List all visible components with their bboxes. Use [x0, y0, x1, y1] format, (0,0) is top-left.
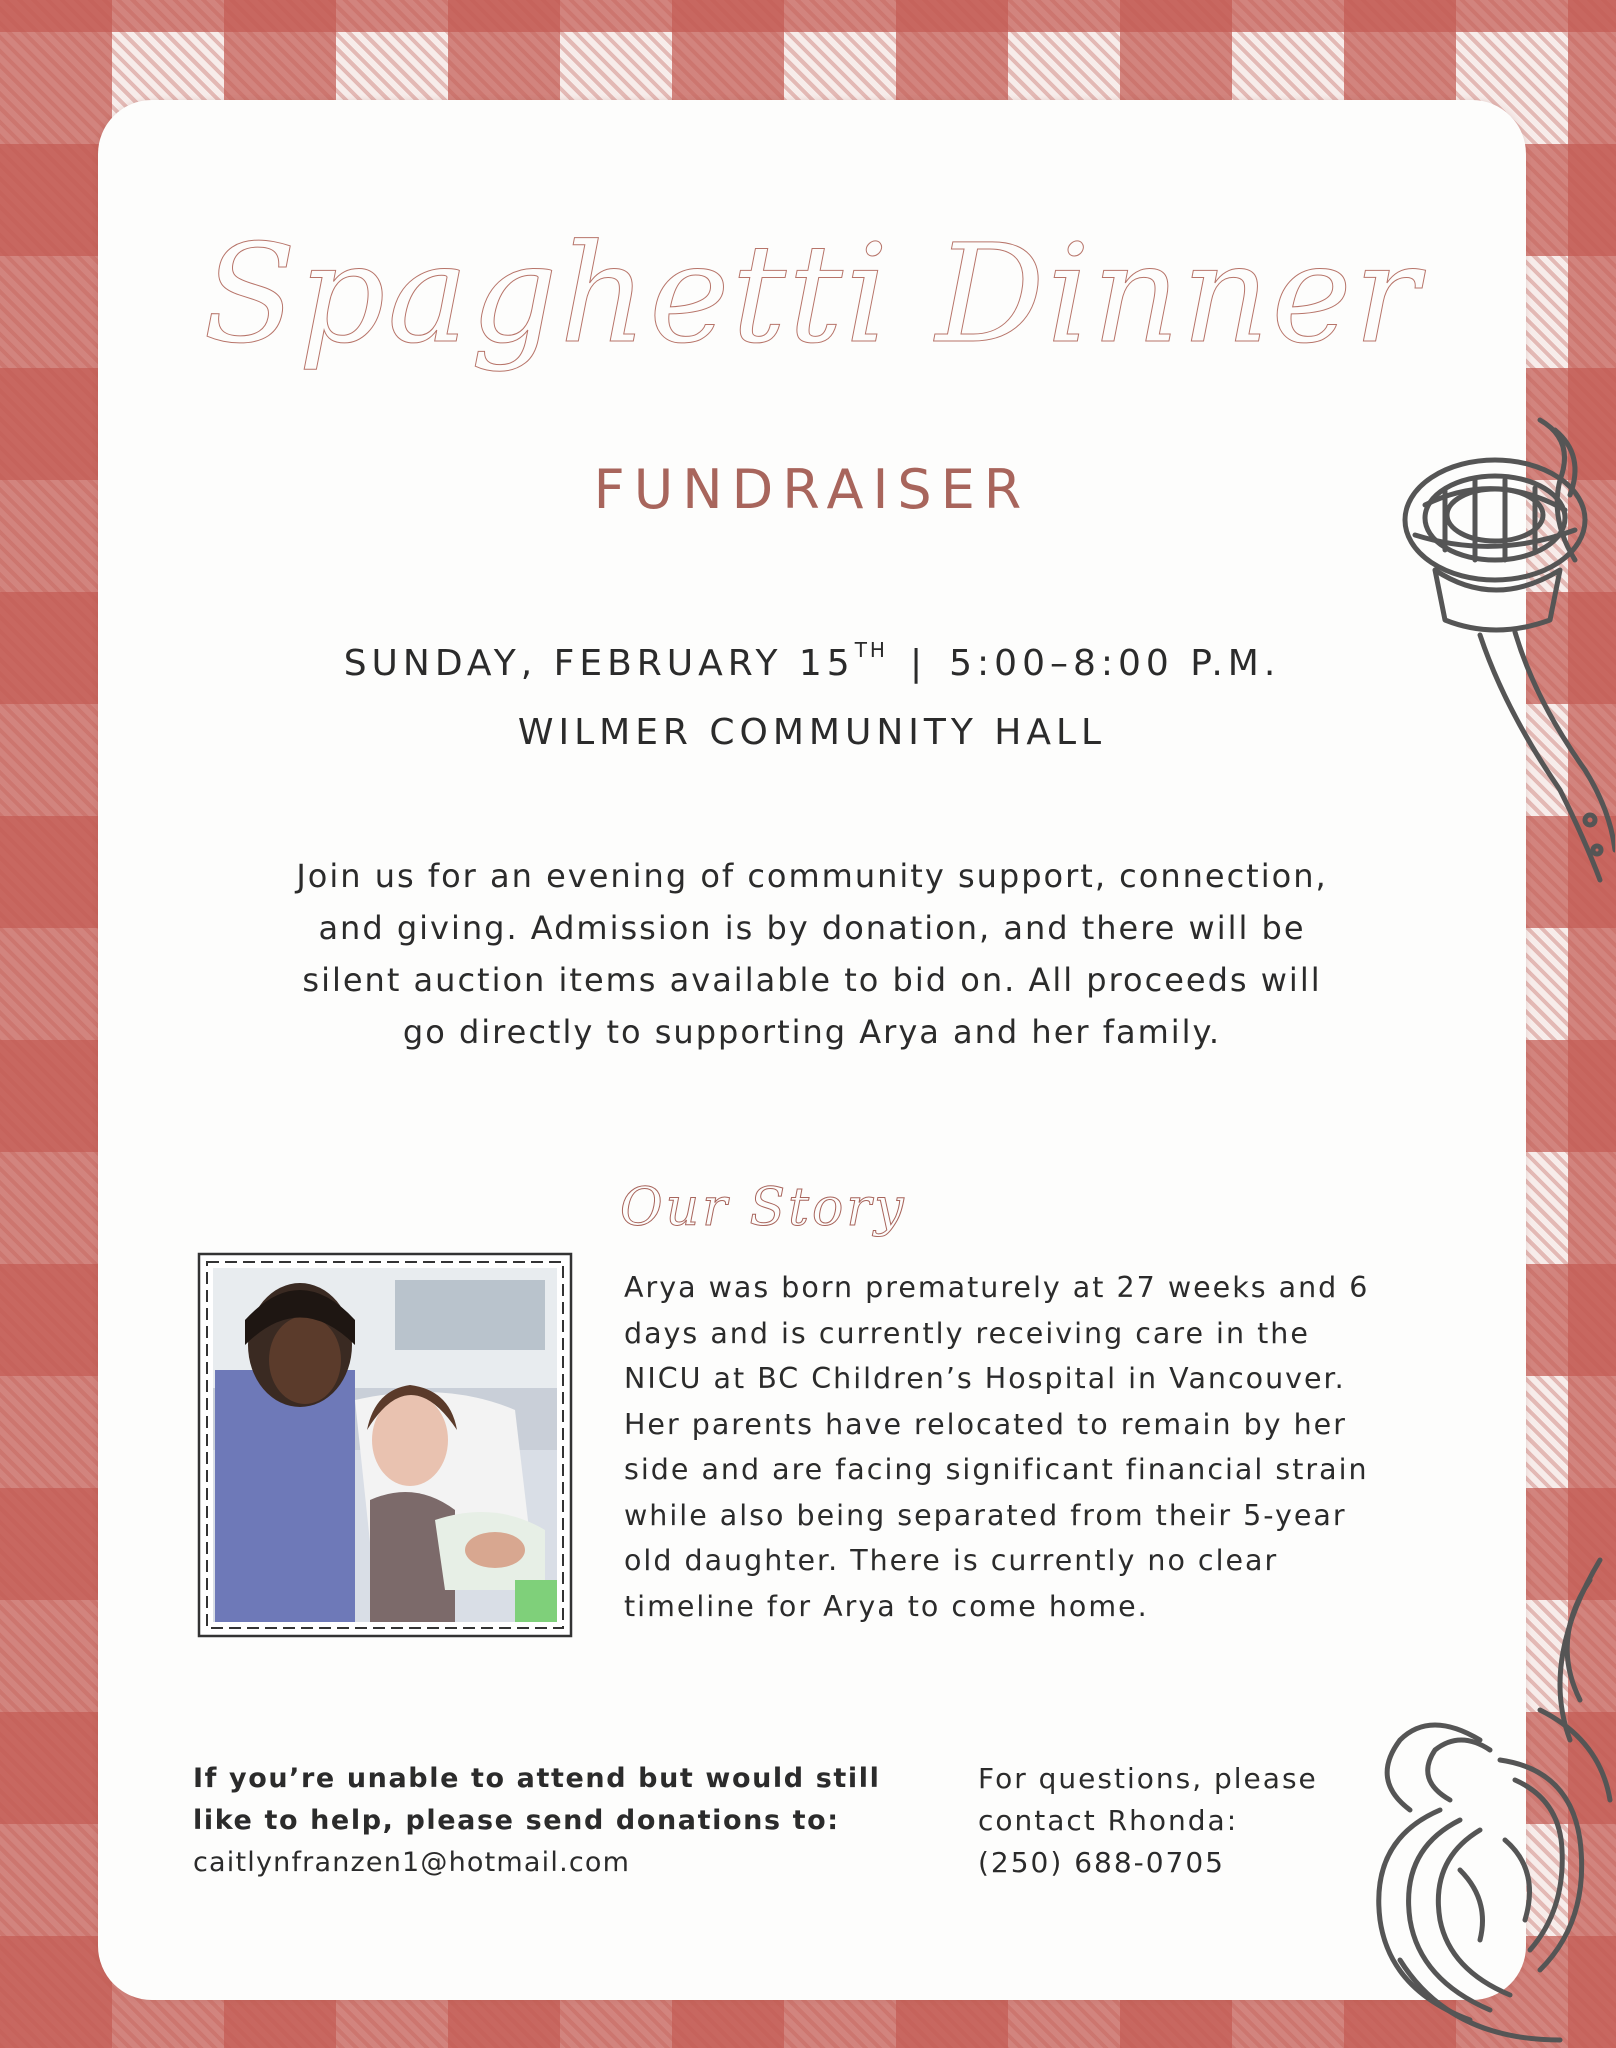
contact-line: contact Rhonda:: [978, 1804, 1239, 1837]
family-photo: [195, 1250, 575, 1640]
intro-line: and giving. Admission is by donation, and there will be: [318, 909, 1306, 947]
donation-line: If you’re unable to attend but would still: [193, 1763, 881, 1794]
story-line: old daughter. There is currently no clear: [624, 1544, 1279, 1577]
contact-info: [978, 1758, 1318, 1884]
intro-line: silent auction items available to bid on. All proceeds will: [302, 961, 1322, 999]
date-ordinal: TH: [854, 638, 888, 662]
fork-with-spaghetti-icon: [1385, 410, 1615, 890]
intro-line: Join us for an evening of community support, connection,: [296, 857, 1328, 895]
story-line: Arya was born prematurely at 27 weeks and 6: [624, 1271, 1370, 1304]
event-venue: WILMER COMMUNITY HALL: [517, 712, 1107, 753]
donation-line: like to help, please send donations to:: [193, 1805, 840, 1836]
intro-paragraph: [98, 850, 1526, 1058]
separator: |: [909, 643, 928, 684]
contact-line: For questions, please: [978, 1762, 1318, 1795]
story-line: timeline for Arya to come home.: [624, 1589, 1149, 1623]
story-line: side and are facing significant financial strain: [624, 1453, 1369, 1486]
event-date: SUNDAY, FEBRUARY 15: [343, 643, 855, 684]
intro-line: go directly to supporting Arya and her family.: [402, 1013, 1222, 1051]
event-datetime: [98, 625, 1526, 689]
story-line: days and is currently receiving care in the: [624, 1316, 1310, 1350]
page-title: Spaghetti Dinner: [203, 216, 1421, 374]
donation-email[interactable]: caitlynfranzen1@hotmail.com: [193, 1847, 631, 1878]
story-paragraph: [624, 1265, 1464, 1629]
contact-phone[interactable]: (250) 688-0705: [978, 1846, 1225, 1879]
spaghetti-swirl-icon: [1340, 1540, 1616, 2048]
subtitle: FUNDRAISER: [593, 458, 1031, 521]
story-line: NICU at BC Children’s Hospital in Vancouver.: [624, 1362, 1346, 1395]
event-time: 5:00–8:00 P.M.: [949, 643, 1281, 684]
story-line: while also being separated from their 5-year: [624, 1498, 1347, 1532]
story-heading: Our Story: [620, 1178, 907, 1238]
donation-info: [193, 1758, 880, 1884]
story-line: Her parents have relocated to remain by her: [624, 1407, 1347, 1441]
